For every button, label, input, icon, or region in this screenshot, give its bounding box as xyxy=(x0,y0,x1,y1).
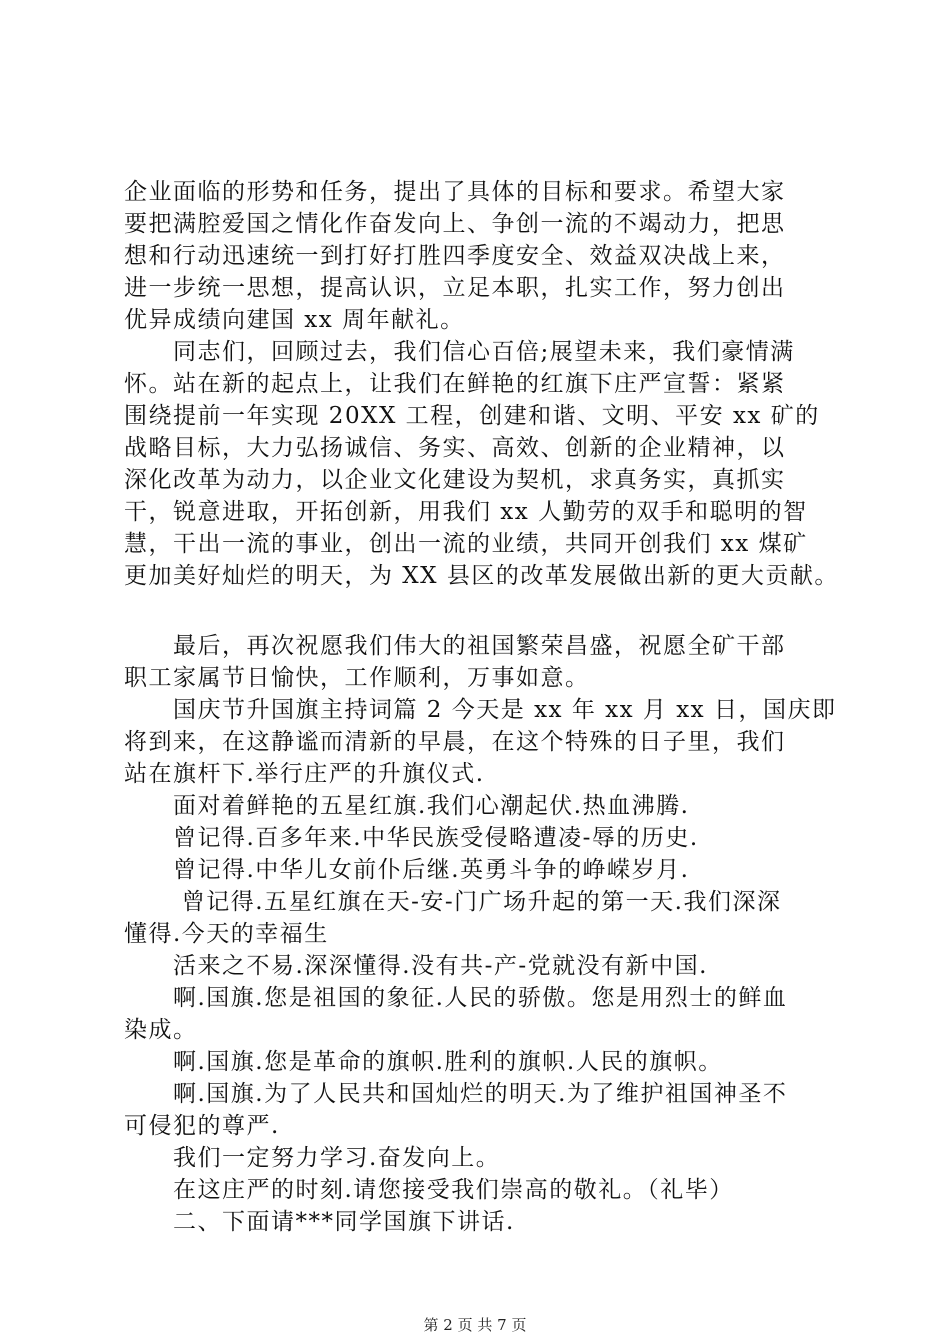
text-line: 活来之不易.深深懂得.没有共-产-党就没有新中国. xyxy=(124,953,708,979)
text-line: 染成。 xyxy=(124,1017,198,1043)
text-line: 深化改革为动力，以企业文化建设为契机，求真务实，真抓实 xyxy=(124,467,786,493)
text-line: 同志们，回顾过去，我们信心百倍;展望未来，我们豪情满 xyxy=(124,339,795,365)
text-line: 想和行动迅速统一到打好打胜四季度安全、效益双决战上来， xyxy=(124,243,786,269)
text-line: 啊.国旗.您是祖国的象征.人民的骄傲。您是用烈士的鲜血 xyxy=(124,985,788,1011)
paragraph-gap xyxy=(124,592,864,630)
text-line: 在这庄严的时刻.请您接受我们崇高的敬礼。（礼毕） xyxy=(124,1177,734,1203)
text-line: 最后，再次祝愿我们伟大的祖国繁荣昌盛，祝愿全矿干部 xyxy=(124,633,786,659)
text-line: 围绕提前一年实现 20XX 工程，创建和谐、文明、平安 xx 矿的 xyxy=(124,403,820,429)
text-line: 曾记得.五星红旗在天-安-门广场升起的第一天.我们深深 xyxy=(124,889,782,915)
text-line: 战略目标，大力弘扬诚信、务实、高效、创新的企业精神，以 xyxy=(124,435,786,461)
text-line: 站在旗杆下.举行庄严的升旗仪式. xyxy=(124,761,485,787)
page-number-footer: 第 2 页 共 7 页 xyxy=(423,1316,527,1334)
text-line: 更加美好灿烂的明天，为 XX 县区的改革发展做出新的更大贡献。 xyxy=(124,563,839,589)
document-body xyxy=(124,176,864,1238)
text-line: 要把满腔爱国之情化作奋发向上、争创一流的不竭动力，把思 xyxy=(124,211,786,237)
text-line: 将到来，在这静谧而清新的早晨，在这个特殊的日子里，我们 xyxy=(124,729,786,755)
text-line: 企业面临的形势和任务，提出了具体的目标和要求。希望大家 xyxy=(124,179,786,205)
text-line: 干，锐意进取，开拓创新，用我们 xx 人勤劳的双手和聪明的智 xyxy=(124,499,808,525)
text-line: 我们一定努力学习.奋发向上。 xyxy=(124,1145,501,1171)
text-line: 啊.国旗.您是革命的旗帜.胜利的旗帜.人民的旗帜。 xyxy=(124,1049,723,1075)
text-line: 优异成绩向建国 xx 周年献礼。 xyxy=(124,307,465,333)
text-line: 慧，干出一流的事业，创出一流的业绩，共同开创我们 xx 煤矿 xyxy=(124,531,808,557)
text-line: 面对着鲜艳的五星红旗.我们心潮起伏.热血沸腾. xyxy=(124,793,690,819)
text-line: 啊.国旗.为了人民共和国灿烂的明天.为了维护祖国神圣不 xyxy=(124,1081,788,1107)
text-line: 懂得.今天的幸福生 xyxy=(124,921,329,947)
text-line: 曾记得.百多年来.中华民族受侵略遭凌-辱的历史. xyxy=(124,825,699,851)
text-line: 国庆节升国旗主持词篇 2 今天是 xx 年 xx 月 xx 日，国庆即 xyxy=(124,697,837,723)
text-line: 职工家属节日愉快，工作顺利，万事如意。 xyxy=(124,665,590,691)
text-line: 进一步统一思想，提高认识，立足本职，扎实工作，努力创出 xyxy=(124,275,786,301)
text-line: 怀。站在新的起点上，让我们在鲜艳的红旗下庄严宣誓：紧紧 xyxy=(124,371,786,397)
text-line: 曾记得.中华儿女前仆后继.英勇斗争的峥嵘岁月. xyxy=(124,857,690,883)
text-line: 二、下面请***同学国旗下讲话. xyxy=(124,1209,515,1235)
text-line: 可侵犯的尊严. xyxy=(124,1113,280,1139)
